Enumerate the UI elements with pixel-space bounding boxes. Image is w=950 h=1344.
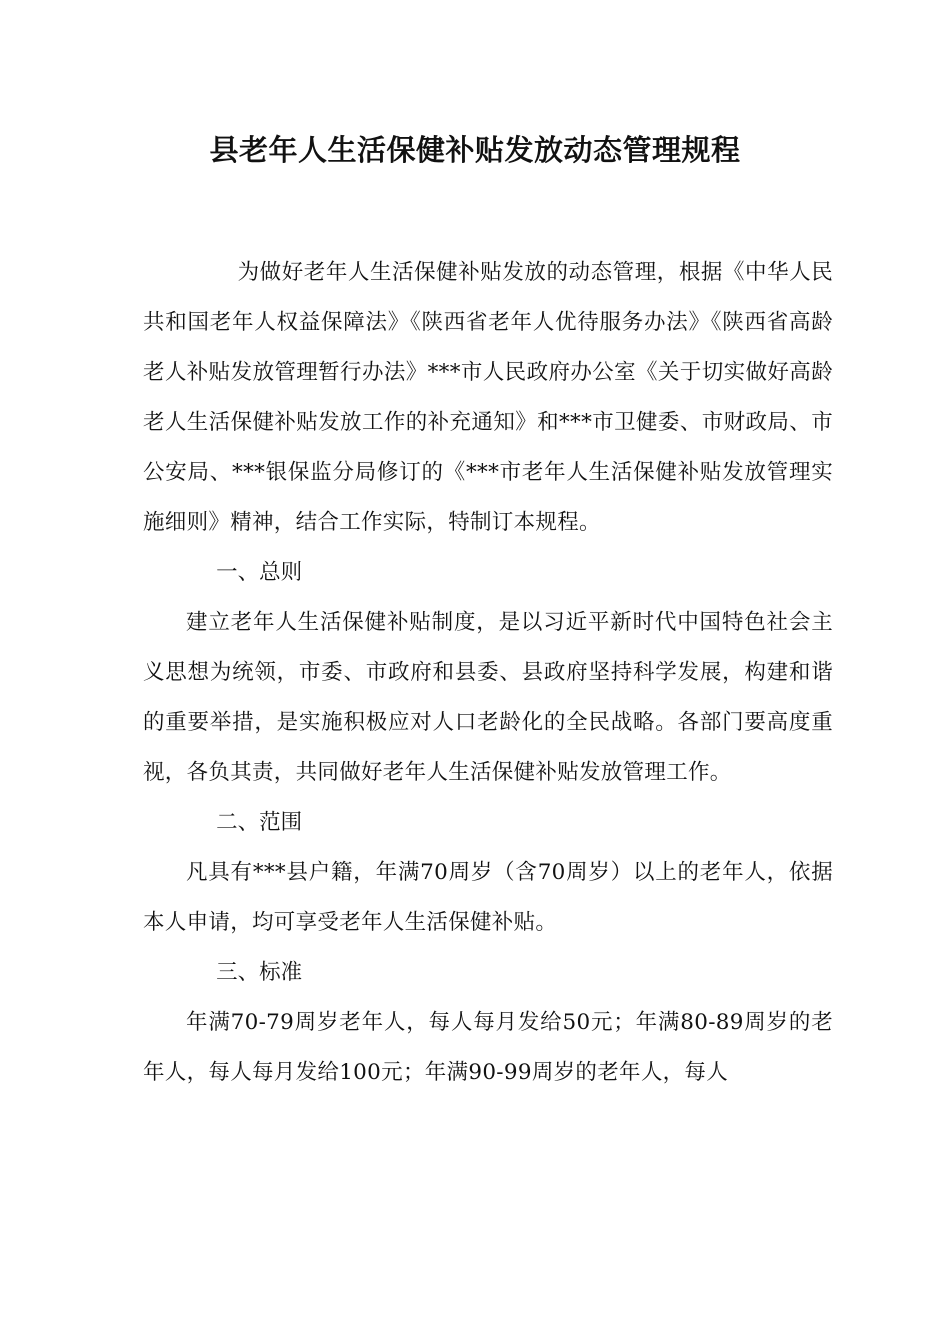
document-body [143,248,833,1098]
section-text-standard: 年满70-79周岁老年人，每人每月发给50元；年满80-89周岁的老年人，每人每月发给100元；年满90-99周岁的老年人，每人 [143,1010,833,1085]
section-heading-general: 一、总则 [216,560,303,585]
section-text-general: 建立老年人生活保健补贴制度，是以习近平新时代中国特色社会主义思想为统领，市委、市政府和县委、县政府坚持科学发展，构建和谐的重要举措，是实施积极应对人口老龄化的全民战略。各部门要高度重视，各负其责，共同做好老年人生活保健补贴发放管理工作。 [143,610,833,785]
section-heading-standard: 三、标准 [216,960,303,985]
section-text-scope: 凡具有***县户籍，年满70周岁（含70周岁）以上的老年人，依据本人申请，均可享受老年人生活保健补贴。 [143,860,833,935]
section-heading-scope: 二、范围 [216,810,303,835]
document-title: 县老年人生活保健补贴发放动态管理规程 [209,133,741,167]
intro-paragraph: 为做好老年人生活保健补贴发放的动态管理，根据《中华人民共和国老年人权益保障法》《陕西省老年人优待服务办法》《陕西省高龄老人补贴发放管理暂行办法》***市人民政府办公室《关于切实做好高龄老人生活保健补贴发放工作的补充通知》和***市卫健委、市财政局、市公安局、***银保监分局修订的《***市老年人生活保健补贴发放管理实施细则》精神，结合工作实际，特制订本规程。 [143,260,833,535]
